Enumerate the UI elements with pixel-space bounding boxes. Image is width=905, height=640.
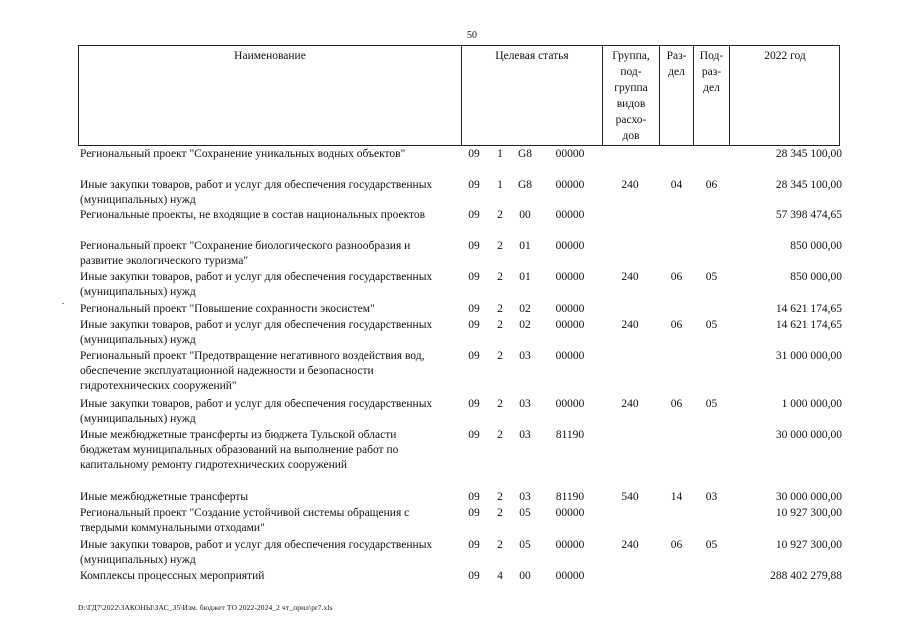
- row-cell-sub: 06: [705, 179, 718, 191]
- row-cell-c1: 09: [468, 240, 480, 252]
- row-cell-sub: 03: [705, 491, 718, 503]
- row-name: Региональные проекты, не входящие в состав национальных проектов: [80, 209, 426, 221]
- row-name: Иные закупки товаров, работ и услуг для обеспечения государственных (муниципальных) нужд: [80, 179, 433, 206]
- row-cell-sub: 05: [705, 271, 718, 283]
- row-cell-c2: 2: [497, 240, 503, 252]
- row-cell-c4: 81190: [555, 491, 585, 503]
- row-cell-c2: 2: [497, 398, 503, 410]
- row-cell-c4: 00000: [555, 240, 585, 252]
- row-cell-c2: 2: [497, 507, 503, 519]
- row-cell-c1: 09: [468, 429, 480, 441]
- row-amount: 1 000 000,00: [781, 398, 842, 410]
- row-cell-c3: 03: [519, 491, 531, 503]
- row-amount: 10 927 300,00: [775, 539, 842, 551]
- row-cell-c1: 09: [468, 209, 480, 221]
- row-cell-c3: 01: [519, 240, 531, 252]
- row-name: Иные закупки товаров, работ и услуг для обеспечения государственных (муниципальных) нужд: [80, 539, 433, 566]
- row-cell-c2: 2: [497, 491, 503, 503]
- row-cell-c2: 2: [497, 539, 503, 551]
- row-cell-c1: 09: [468, 507, 480, 519]
- row-cell-c3: 02: [519, 303, 531, 315]
- row-cell-c1: 09: [468, 179, 480, 191]
- row-cell-c4: 00000: [555, 570, 585, 582]
- row-amount: 850 000,00: [790, 271, 842, 283]
- row-cell-c4: 00000: [555, 350, 585, 362]
- row-cell-c1: 09: [468, 539, 480, 551]
- row-amount: 28 345 100,00: [775, 148, 842, 160]
- row-name: Иные закупки товаров, работ и услуг для обеспечения государственных (муниципальных) нужд: [80, 271, 433, 298]
- row-cell-c1: 09: [468, 398, 480, 410]
- row-amount: 28 345 100,00: [775, 179, 842, 191]
- row-amount: 850 000,00: [790, 240, 842, 252]
- row-cell-c4: 00000: [555, 507, 585, 519]
- row-cell-c2: 2: [497, 429, 503, 441]
- row-cell-sec: 06: [670, 271, 683, 283]
- row-cell-c2: 2: [497, 319, 503, 331]
- header-subsection: Под- раз- дел: [699, 50, 724, 94]
- row-cell-c4: 81190: [555, 429, 585, 441]
- row-name: Региональный проект "Повышение сохранности экосистем": [80, 303, 375, 315]
- row-cell-grp: 240: [621, 319, 639, 331]
- row-cell-c3: 03: [519, 398, 531, 410]
- row-cell-c3: 05: [519, 507, 531, 519]
- row-cell-c4: 00000: [555, 319, 585, 331]
- row-amount: 10 927 300,00: [775, 507, 842, 519]
- row-cell-c3: 03: [519, 350, 531, 362]
- row-cell-c3: 05: [519, 539, 531, 551]
- header-target-article: Целевая статья: [495, 50, 569, 62]
- row-name: Иные закупки товаров, работ и услуг для обеспечения государственных (муниципальных) нужд: [80, 319, 433, 346]
- row-cell-sub: 05: [705, 398, 718, 410]
- row-cell-c1: 09: [468, 319, 480, 331]
- row-amount: 57 398 474,65: [775, 209, 842, 221]
- row-cell-c1: 09: [468, 271, 480, 283]
- row-cell-c1: 09: [468, 148, 480, 160]
- row-cell-c4: 00000: [555, 209, 585, 221]
- row-cell-c3: G8: [517, 148, 533, 160]
- row-cell-c3: G8: [517, 179, 533, 191]
- row-cell-sec: 06: [670, 539, 683, 551]
- row-name: Иные межбюджетные трансферты: [80, 491, 249, 503]
- header-expense-group: Группа, под- группа видов расхо- дов: [612, 50, 650, 142]
- row-cell-grp: 240: [621, 398, 639, 410]
- page-number: 50: [467, 30, 477, 41]
- header-section: Раз- дел: [666, 50, 687, 78]
- row-amount: 31 000 000,00: [775, 350, 842, 362]
- row-cell-c3: 00: [519, 209, 531, 221]
- row-cell-c3: 00: [519, 570, 531, 582]
- row-name: Региональный проект "Предотвращение негативного воздействия вод, обеспечение эксплуатационной надежности и безопасности гидротехнических сооружений": [80, 350, 425, 392]
- row-amount: 288 402 279,88: [770, 570, 842, 582]
- row-cell-c2: 2: [497, 209, 503, 221]
- row-name: Региональный проект "Сохранение уникальных водных объектов": [80, 148, 406, 160]
- row-name: Иные закупки товаров, работ и услуг для обеспечения государственных (муниципальных) нужд: [80, 398, 433, 425]
- row-name: Комплексы процессных мероприятий: [80, 570, 265, 582]
- header-name: Наименование: [234, 50, 306, 62]
- row-amount: 30 000 000,00: [775, 491, 842, 503]
- row-cell-c2: 2: [497, 271, 503, 283]
- row-cell-c3: 01: [519, 271, 531, 283]
- row-cell-sub: 05: [705, 319, 718, 331]
- row-cell-c2: 1: [497, 179, 503, 191]
- row-cell-c4: 00000: [555, 303, 585, 315]
- row-cell-c2: 2: [497, 350, 503, 362]
- margin-mark: .: [62, 296, 65, 306]
- row-amount: 30 000 000,00: [775, 429, 842, 441]
- row-amount: 14 621 174,65: [775, 303, 842, 315]
- row-name: Региональный проект "Сохранение биологического разнообразия и развитие экологического туризма": [80, 240, 411, 267]
- row-cell-c2: 4: [497, 570, 503, 582]
- row-cell-sec: 06: [670, 398, 683, 410]
- row-cell-c1: 09: [468, 570, 480, 582]
- row-cell-grp: 240: [621, 179, 639, 191]
- header-year: 2022 год: [764, 50, 806, 62]
- row-cell-grp: 540: [621, 491, 639, 503]
- row-cell-c2: 2: [497, 303, 503, 315]
- row-cell-sub: 05: [705, 539, 718, 551]
- row-cell-c1: 09: [468, 350, 480, 362]
- row-cell-grp: 240: [621, 271, 639, 283]
- row-cell-grp: 240: [621, 539, 639, 551]
- row-cell-c4: 00000: [555, 398, 585, 410]
- row-cell-c4: 00000: [555, 148, 585, 160]
- file-path-footer: D:\ГД7\2022\ЗАКОНЫ\ЗАС_35\Изм. бюджет ТО 2022-2024_2 чт_прил\pr7.xls: [78, 603, 333, 612]
- row-cell-c4: 00000: [555, 539, 585, 551]
- row-cell-sec: 04: [670, 179, 683, 191]
- row-cell-c3: 02: [519, 319, 531, 331]
- row-cell-c4: 00000: [555, 179, 585, 191]
- row-name: Иные межбюджетные трансферты из бюджета Тульской области бюджетам муниципальных образований на выполнение работ по капитальному ремонту гидротехнических сооружений: [80, 429, 399, 471]
- row-cell-sec: 14: [670, 491, 683, 503]
- row-amount: 14 621 174,65: [775, 319, 842, 331]
- row-cell-c1: 09: [468, 303, 480, 315]
- row-cell-c1: 09: [468, 491, 480, 503]
- row-cell-c2: 1: [497, 148, 503, 160]
- row-name: Региональный проект "Создание устойчивой системы обращения с твердыми коммунальными отходами": [80, 507, 410, 534]
- row-cell-c4: 00000: [555, 271, 585, 283]
- row-cell-sec: 06: [670, 319, 683, 331]
- row-cell-c3: 03: [519, 429, 531, 441]
